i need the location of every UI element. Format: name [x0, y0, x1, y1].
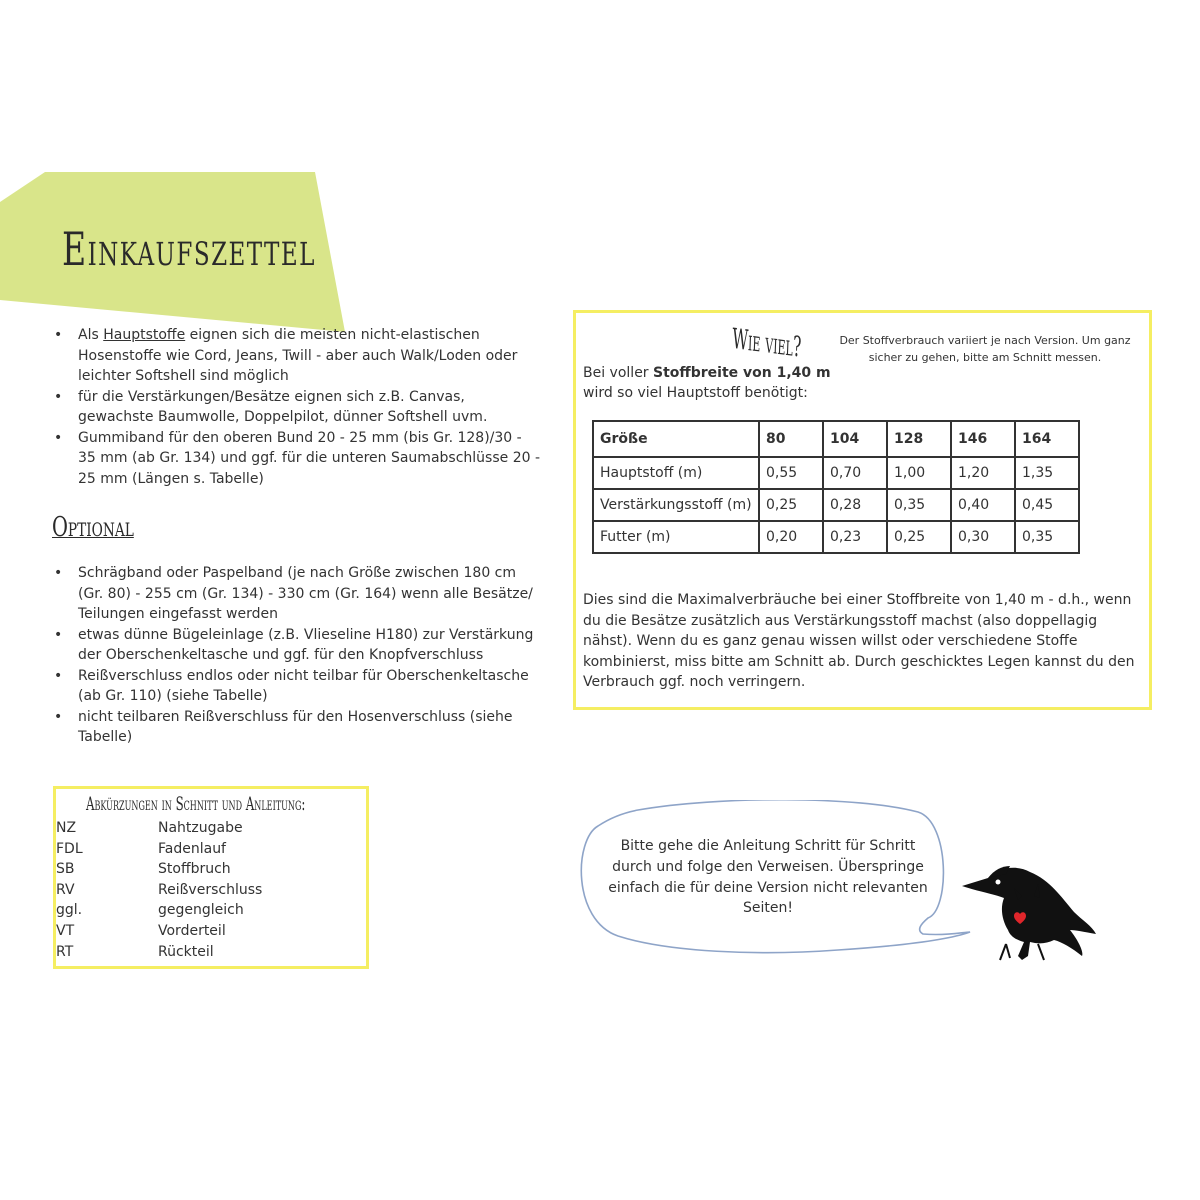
list-item: • Gummiband für den oberen Bund 20 - 25 mm (bis Gr. 128)/30 - 35 mm (ab Gr. 134) und ggf. für die unteren Saumabschlüsse 20 - 25 mm (Längen s. Tabelle)	[52, 428, 542, 490]
optional-list	[52, 563, 542, 748]
table-cell: 0,70	[823, 457, 887, 489]
table-cell: 0,40	[951, 489, 1015, 521]
table-header-cell: 80	[759, 421, 823, 457]
table-row	[593, 521, 1079, 553]
table-cell: Verstärkungsstoff (m)	[593, 489, 759, 521]
fabric-amount-note: Der Stoffverbrauch variiert je nach Version. Um ganz sicher zu gehen, bitte am Schnitt messen.	[839, 334, 1131, 364]
table-header-cell: 128	[887, 421, 951, 457]
fabric-table	[592, 420, 1080, 554]
list-item: • Reißverschluss endlos oder nicht teilbar für Oberschenkeltasche (ab Gr. 110) (siehe Tabelle)	[52, 666, 542, 707]
fabric-amount-intro: Bei voller Stoffbreite von 1,40 m wird so viel Hauptstoff benötigt:	[583, 365, 831, 401]
abbreviation-row: NZ Nahtzugabe	[56, 820, 243, 836]
list-item: • etwas dünne Bügeleinlage (z.B. Vlieseline H180) zur Verstärkung der Oberschenkeltasche und ggf. für den Knopfverschluss	[52, 625, 542, 666]
abbreviation-row: ggl. gegengleich	[56, 902, 244, 919]
table-cell: 0,28	[823, 489, 887, 521]
abbreviation-row: FDL Fadenlauf	[56, 840, 226, 857]
table-header-cell: Größe	[593, 421, 759, 457]
table-cell: 1,20	[951, 457, 1015, 489]
fabric-amount-footer: Dies sind die Maximalverbräuche bei einer Stoffbreite von 1,40 m - d.h., wenn du die Besätze zusätzlich aus Verstärkungsstoff machst (also doppellagig nähst). Wenn du es ganz genau wissen willst oder verschiedene Stoffe kombinierst, miss bitte am Schnitt ab. Durch geschicktes Legen kannst du den Verbrauch ggf. noch verringern.	[583, 592, 1135, 691]
table-header-row	[593, 421, 1079, 457]
speech-bubble-text: Bitte gehe die Anleitung Schritt für Schritt durch und folge den Verweisen. Überspringe einfach die für deine Version nicht relevanten Seiten!	[608, 838, 928, 917]
table-header-cell: 146	[951, 421, 1015, 457]
optional-heading: Optional	[52, 512, 134, 543]
abbreviations-list	[56, 818, 356, 962]
list-item: • Als Hauptstoffe eignen sich die meisten nicht-elastischen Hosenstoffe wie Cord, Jeans, Twill - aber auch Walk/Loden oder leichter Softshell sind möglich	[52, 325, 542, 387]
page-title: Einkaufszettel	[62, 222, 316, 276]
crow-icon	[958, 860, 1098, 965]
table-row	[593, 457, 1079, 489]
list-item: • für die Verstärkungen/Besätze eignen sich z.B. Canvas, gewachste Baumwolle, Doppelpilot, dünner Softshell uvm.	[52, 387, 542, 428]
abbreviation-row: RT Rückteil	[56, 943, 214, 960]
table-header-cell: 104	[823, 421, 887, 457]
material-list	[52, 325, 542, 489]
table-cell: 0,55	[759, 457, 823, 489]
abbreviation-row: SB Stoffbruch	[56, 861, 231, 878]
table-row	[593, 489, 1079, 521]
table-header-cell: 164	[1015, 421, 1079, 457]
table-cell: 0,20	[759, 521, 823, 553]
table-cell: 0,35	[887, 489, 951, 521]
fabric-amount-title: Wie viel?	[731, 322, 802, 364]
table-cell: 0,23	[823, 521, 887, 553]
table-cell: 0,45	[1015, 489, 1079, 521]
list-item: • nicht teilbaren Reißverschluss für den Hosenverschluss (siehe Tabelle)	[52, 707, 542, 748]
table-cell: 0,35	[1015, 521, 1079, 553]
abbreviations-title: Abkürzungen in Schnitt und Anleitung:	[86, 793, 306, 815]
abbreviation-row: VT Vorderteil	[56, 922, 226, 939]
abbreviation-row: RV Reißverschluss	[56, 881, 263, 898]
table-cell: 0,25	[759, 489, 823, 521]
table-cell: Futter (m)	[593, 521, 759, 553]
table-cell: Hauptstoff (m)	[593, 457, 759, 489]
list-item: • Schrägband oder Paspelband (je nach Größe zwischen 180 cm (Gr. 80) - 255 cm (Gr. 134) - 330 cm (Gr. 164) wenn alle Besätze/ Teilungen eingefasst werden	[52, 563, 542, 625]
table-cell: 1,00	[887, 457, 951, 489]
table-cell: 0,30	[951, 521, 1015, 553]
table-cell: 1,35	[1015, 457, 1079, 489]
table-cell: 0,25	[887, 521, 951, 553]
